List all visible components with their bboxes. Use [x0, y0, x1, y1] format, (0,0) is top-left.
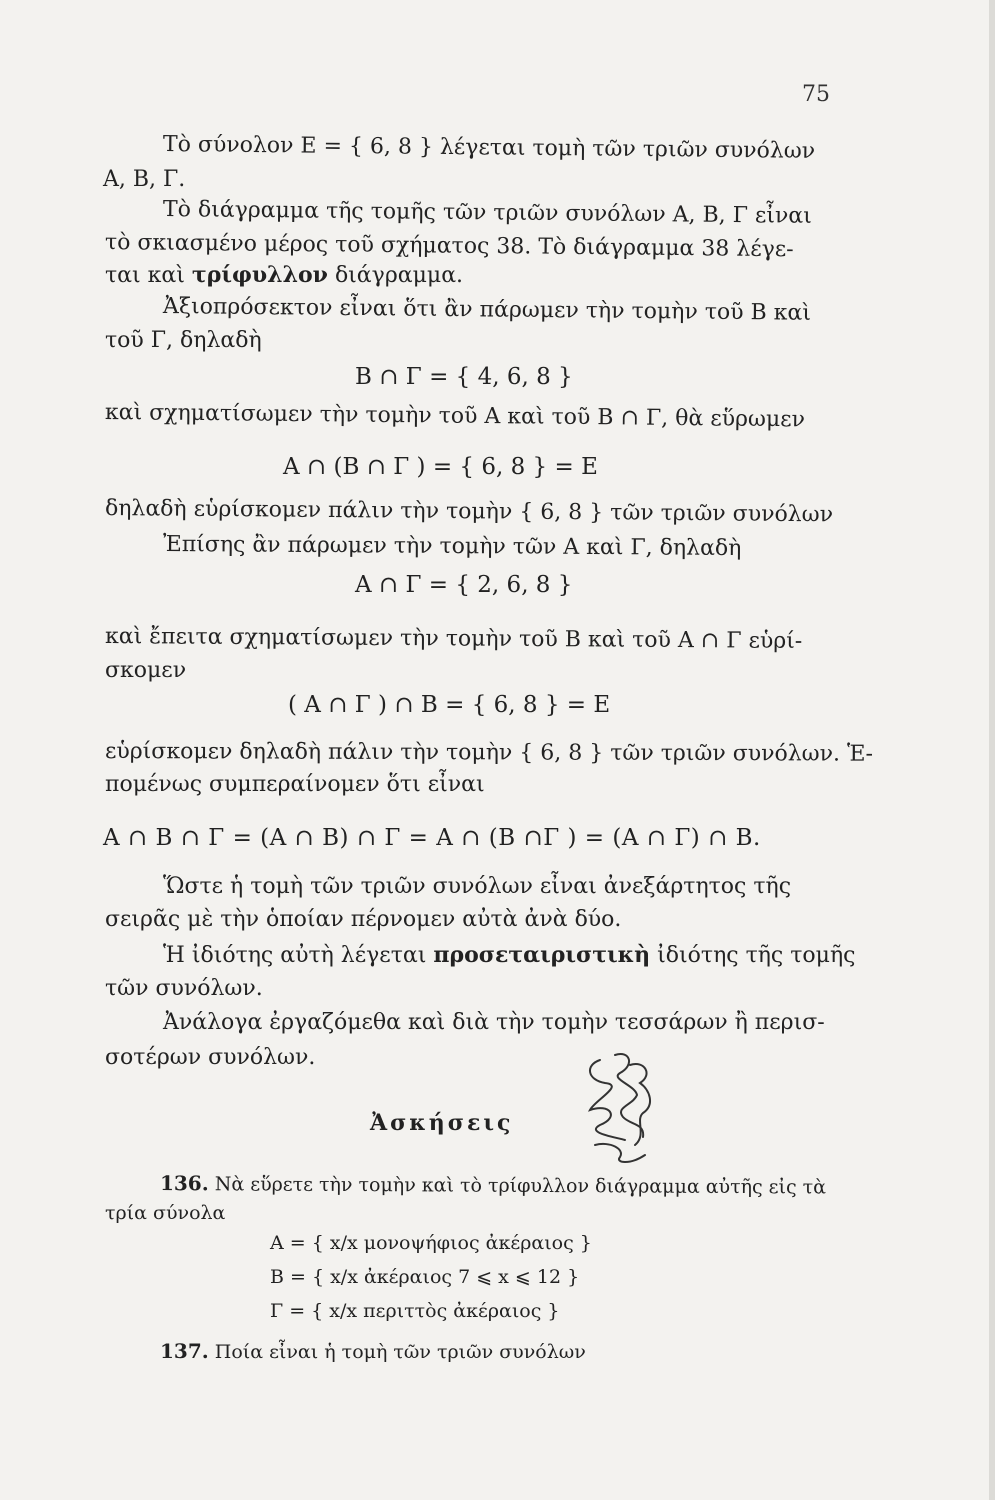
page-edge [989, 0, 995, 1500]
text-line: Ἀξιοπρόσεκτον εἶναι ὅτι ἂν πάρωμεν τὴν τομὴν τοῦ Β καὶ [162, 294, 812, 326]
exercise-137 [160, 1336, 586, 1367]
set-a: Α = { x/x μονοψήφιος ἀκέραιος } [270, 1232, 592, 1254]
text-line [105, 260, 463, 291]
text-line [163, 940, 855, 971]
text-line: εὑρίσκομεν δηλαδὴ πάλιν τὴν τομὴν { 6, 8 } τῶν τριῶν συνόλων. Ἑ- [104, 739, 873, 767]
text-span: ἰδιότης τῆς τομῆς [657, 943, 856, 968]
set-b: Β = { x/x ἀκέραιος 7 ⩽ x ⩽ 12 } [270, 1266, 580, 1288]
exercise-text: Ποία εἶναι ἡ τομὴ τῶν τριῶν συνόλων [214, 1341, 586, 1363]
exercise-text-cont: τρία σύνολα [105, 1202, 226, 1224]
text-line: σοτέρων συνόλων. [105, 1045, 316, 1070]
term-associative: προσεταιριστικὴ [433, 942, 651, 968]
text-line: Ἀνάλογα ἐργαζόμεθα καὶ διὰ τὴν τομὴν τεσσάρων ἢ περισ- [163, 1010, 825, 1035]
exercise-number: 136. [159, 1171, 209, 1196]
text-span: ται καὶ [105, 263, 185, 288]
set-c: Γ = { x/x περιττὸς ἀκέραιος } [270, 1300, 560, 1322]
term-trifyllon: τρίφυλλον [191, 262, 328, 288]
formula: Α ∩ Γ = { 2, 6, 8 } [355, 572, 573, 598]
text-line: σειρᾶς μὲ τὴν ὁποίαν πέρνομεν αὐτὰ ἀνὰ δύο. [105, 907, 622, 932]
text-line: πομένως συμπεραίνομεν ὅτι εἶναι [105, 772, 485, 797]
exercise-text: Νὰ εὕρετε τὴν τομὴν καὶ τὸ τρίφυλλον διάγραμμα αὐτῆς εἰς τὰ [214, 1173, 827, 1199]
text-line: Ἐπίσης ἂν πάρωμεν τὴν τομὴν τῶν Α καὶ Γ, δηλαδὴ [162, 532, 742, 562]
text-line: δηλαδὴ εὑρίσκομεν πάλιν τὴν τομὴν { 6, 8 } τῶν τριῶν συνόλων [104, 496, 834, 528]
section-heading: Ἀσκήσεις [370, 1110, 514, 1136]
text-line: Τὸ σύνολον Ε = { 6, 8 } λέγεται τομὴ τῶν τριῶν συνόλων [162, 132, 816, 164]
text-line: τῶν συνόλων. [105, 976, 263, 1001]
formula: Α ∩ (Β ∩ Γ ) = { 6, 8 } = Ε [283, 454, 598, 480]
text-line: σκομεν [105, 658, 187, 683]
formula: Α ∩ Β ∩ Γ = (Α ∩ Β) ∩ Γ = Α ∩ (Β ∩Γ ) = (Α ∩ Γ) ∩ Β. [103, 825, 761, 851]
text-line: καὶ ἔπειτα σχηματίσωμεν τὴν τομὴν τοῦ Β καὶ τοῦ Α ∩ Γ εὑρί- [104, 624, 803, 654]
formula: ( Α ∩ Γ ) ∩ Β = { 6, 8 } = Ε [288, 692, 611, 718]
page-number: 75 [802, 82, 830, 107]
text-line: τοῦ Γ, δηλαδὴ [105, 328, 262, 353]
text-span: Ἡ ἰδιότης αὐτὴ λέγεται [163, 943, 427, 968]
formula: Β ∩ Γ = { 4, 6, 8 } [355, 364, 573, 390]
text-line: Ὥστε ἡ τομὴ τῶν τριῶν συνόλων εἶναι ἀνεξάρτητος τῆς [163, 874, 792, 899]
text-line: Α, Β, Γ. [103, 167, 186, 192]
exercise-136 [160, 1168, 826, 1202]
exercise-number: 137. [160, 1339, 209, 1363]
text-line: τὸ σκιασμένο μέρος τοῦ σχήματος 38. Τὸ διάγραμμα 38 λέγε- [104, 230, 794, 263]
text-line: καὶ σχηματίσωμεν τὴν τομὴν τοῦ Α καὶ τοῦ Β ∩ Γ, θὰ εὕρωμεν [104, 400, 806, 433]
text-line: Τὸ διάγραμμα τῆς τομῆς τῶν τριῶν συνόλων Α, Β, Γ εἶναι [162, 197, 812, 229]
handwritten-signature [575, 1045, 665, 1170]
text-span: διάγραμμα. [334, 263, 464, 288]
